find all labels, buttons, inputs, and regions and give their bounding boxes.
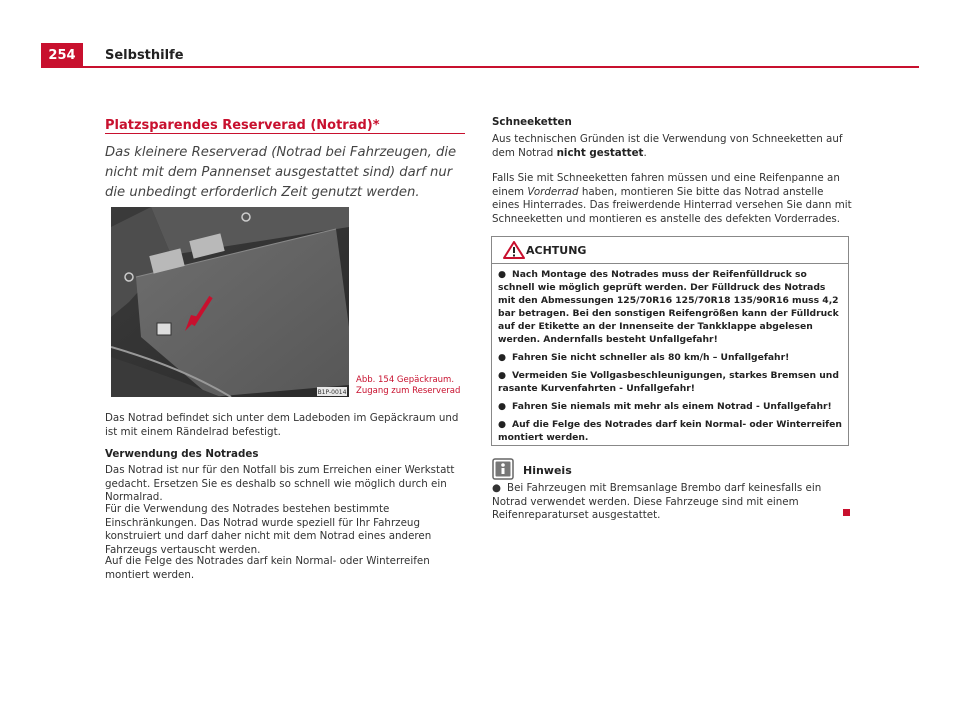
trunk-illustration <box>111 207 349 397</box>
paragraph-rim: Auf die Felge des Notrades darf kein Normal- oder Winterreifen montiert werden. <box>105 555 430 581</box>
warning-triangle-icon <box>503 241 525 259</box>
lead-paragraph: Das kleinere Reserverad (Notrad bei Fahrzeugen, die nicht mit dem Pannenset ausgestattet sind) darf nur die unbedingt erforderlich Zeit genutzt werden. <box>105 145 457 200</box>
subheading-snow-chains: Schneeketten <box>492 116 572 128</box>
hint-text: ● Bei Fahrzeugen mit Bremsanlage Brembo darf keinesfalls ein Notrad verwendet werden. Diese Fahrzeuge sind mit einem Reifenreparaturset ausgestattet. <box>492 482 822 521</box>
hint-title: Hinweis <box>523 464 572 477</box>
page-number: 254 <box>41 43 83 68</box>
subheading-usage: Verwendung des Notrades <box>105 448 259 460</box>
warning-item: ● Auf die Felge des Notrades darf kein Normal- oder Winterreifen montiert werden. <box>498 419 842 443</box>
header-divider <box>83 66 919 68</box>
paragraph-restrictions: Für die Verwendung des Notrades bestehen bestimmte Einschränkungen. Das Notrad wurde speziell für Ihr Fahrzeug konstruiert und darf daher nicht mit dem Notrad eines anderen Fahrzeugs vertauscht werden. <box>105 503 432 556</box>
image-code: B1P-0014 <box>317 389 347 396</box>
warning-list <box>498 268 842 449</box>
paragraph-snow-chains: Aus technischen Gründen ist die Verwendung von Schneeketten auf dem Notrad nicht gestattet. <box>492 133 843 159</box>
figure-caption <box>356 375 460 397</box>
trunk-photo <box>111 207 349 397</box>
warning-header <box>492 237 848 264</box>
caption-line-2: Zugang zum Reserverad <box>356 386 461 396</box>
section-title: Selbsthilfe <box>105 48 184 63</box>
article-heading: Platzsparendes Reserverad (Notrad)* <box>105 118 380 133</box>
warning-item: ● Fahren Sie nicht schneller als 80 km/h – Unfallgefahr! <box>498 352 790 363</box>
paragraph-emergency-only: Das Notrad ist nur für den Notfall bis zum Erreichen einer Werkstatt gedacht. Ersetzen Sie es deshalb so schnell wie möglich durch ein Normalrad. <box>105 464 455 503</box>
hint-icon <box>492 458 514 480</box>
warning-item: ● Fahren Sie niemals mit mehr als einem Notrad - Unfallgefahr! <box>498 401 832 412</box>
paragraph-front-wheel: Falls Sie mit Schneeketten fahren müssen und eine Reifenpanne an einem Vorderrad haben, montieren Sie bitte das Notrad anstelle eines Hinterrades. Das freiwerdende Hinterrad versehen Sie dann mit Schneeketten und montieren es anstelle des defekten Vorderrades. <box>492 172 852 225</box>
heading-divider <box>105 133 465 134</box>
end-of-section-marker <box>843 509 850 516</box>
paragraph-location: Das Notrad befindet sich unter dem Ladeboden im Gepäckraum und ist mit einem Rändelrad befestigt. <box>105 412 459 438</box>
warning-item: ● Vermeiden Sie Vollgasbeschleunigungen, starkes Bremsen und rasante Kurvenfahrten - Unfallgefahr! <box>498 370 839 394</box>
caption-line-1: Abb. 154 Gepäckraum. <box>356 375 455 385</box>
warning-title: ACHTUNG <box>526 244 587 257</box>
warning-item: ● Nach Montage des Notrades muss der Reifenfülldruck so schnell wie möglich geprüft werden. Der Fülldruck des Notrads mit den Abmessungen 125/70R16 125/70R18 135/90R16 muss 4,2 bar betragen. Bei den sonstigen Reifengrößen kann der Fülldruck auf der Etikette an der Innenseite der Tankklappe abgelesen werden. Andernfalls besteht Unfallgefahr! <box>498 269 839 345</box>
warning-box <box>491 236 849 446</box>
